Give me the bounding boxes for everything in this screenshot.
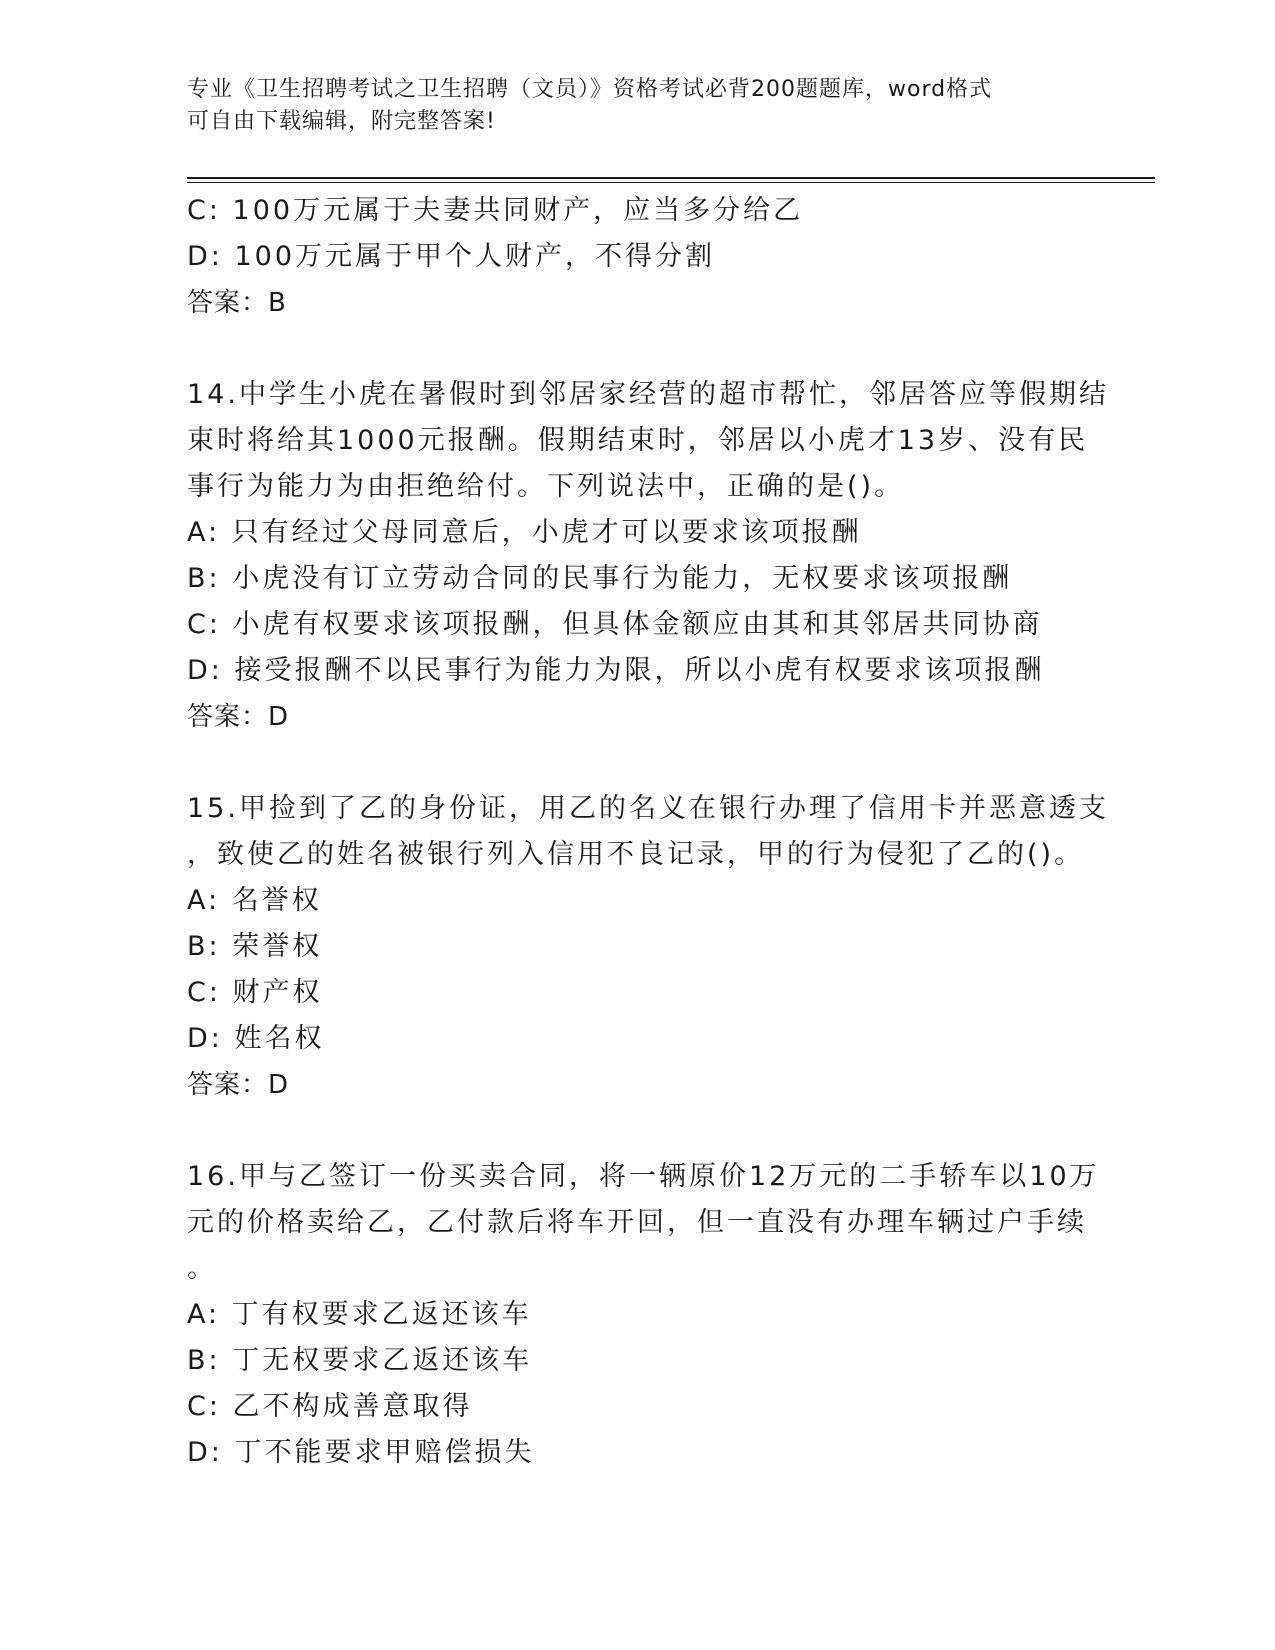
question-stem xyxy=(187,786,1109,878)
question-stem xyxy=(187,372,1109,510)
option-a: A: 名誉权 xyxy=(187,885,322,916)
option-d: D: 丁不能要求甲赔偿损失 xyxy=(187,1437,535,1468)
option-c: C: 乙不构成善意取得 xyxy=(187,1391,473,1422)
stem-line: ，致使乙的姓名被银行列入信用不良记录，甲的行为侵犯了乙的()。 xyxy=(187,839,1085,870)
stem-line: 事行为能力为由拒绝给付。下列说法中，正确的是()。 xyxy=(187,471,905,502)
page-header xyxy=(187,74,1067,138)
option-line: D: 100万元属于甲个人财产，不得分割 xyxy=(187,241,716,272)
option-line: C: 100万元属于夫妻共同财产，应当多分给乙 xyxy=(187,195,804,226)
option-d: D: 接受报酬不以民事行为能力为限，所以小虎有权要求该项报酬 xyxy=(187,655,1045,686)
stem-line: 。 xyxy=(187,1253,217,1284)
option-c: C: 财产权 xyxy=(187,977,323,1008)
option-a: A: 只有经过父母同意后，小虎才可以要求该项报酬 xyxy=(187,517,862,548)
answer-line: 答案：B xyxy=(187,288,287,318)
question-16 xyxy=(187,1154,1100,1476)
question-15 xyxy=(187,786,1109,1108)
answer-line: 答案：D xyxy=(187,1070,290,1100)
stem-line: 14.中学生小虎在暑假时到邻居家经营的超市帮忙，邻居答应等假期结 xyxy=(187,379,1109,410)
option-d: D: 姓名权 xyxy=(187,1023,325,1054)
question-14 xyxy=(187,372,1109,740)
spacer xyxy=(187,326,1087,372)
stem-line: 15.甲捡到了乙的身份证，用乙的名义在银行办理了信用卡并恶意透支 xyxy=(187,793,1109,824)
question-stem xyxy=(187,1154,1100,1292)
stem-line: 16.甲与乙签订一份买卖合同，将一辆原价12万元的二手轿车以10万 xyxy=(187,1161,1100,1192)
header-divider-thick xyxy=(187,177,1155,179)
carry-over-block xyxy=(187,188,1087,326)
stem-line: 束时将给其1000元报酬。假期结束时，邻居以小虎才13岁、没有民 xyxy=(187,425,1089,456)
spacer xyxy=(187,740,1087,786)
stem-line: 元的价格卖给乙，乙付款后将车开回，但一直没有办理车辆过户手续 xyxy=(187,1207,1087,1238)
header-title-line-1: 专业《卫生招聘考试之卫生招聘（文员）》资格考试必背200题题库，word格式 xyxy=(187,77,993,102)
answer-line: 答案：D xyxy=(187,702,290,732)
option-a: A: 丁有权要求乙返还该车 xyxy=(187,1299,532,1330)
question-content xyxy=(187,188,1109,1476)
option-c: C: 小虎有权要求该项报酬，但具体金额应由其和其邻居共同协商 xyxy=(187,609,1043,640)
header-divider-thin xyxy=(187,182,1155,183)
option-b: B: 小虎没有订立劳动合同的民事行为能力，无权要求该项报酬 xyxy=(187,563,1013,594)
spacer xyxy=(187,1108,1087,1154)
option-b: B: 荣誉权 xyxy=(187,931,323,962)
option-b: B: 丁无权要求乙返还该车 xyxy=(187,1345,533,1376)
header-title-line-2: 可自由下载编辑，附完整答案! xyxy=(187,109,496,134)
